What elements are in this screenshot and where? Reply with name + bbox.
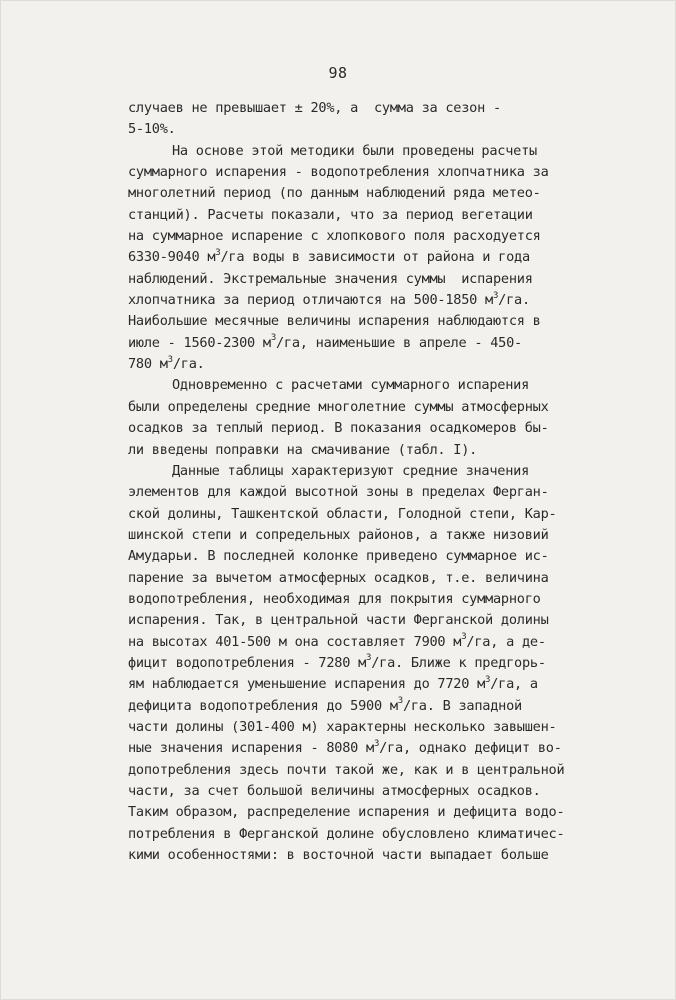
text-line: хлопчатника за период отличаются на 500-1850 $м^3/га$.	[128, 290, 530, 309]
text-line: допотребления здесь почти такой же, как и в центральной	[128, 761, 565, 778]
paragraph-first-line: Одновременно с расчетами суммарного испарения	[172, 377, 530, 394]
superscript-3: 3	[485, 674, 491, 685]
superscript-3: 3	[366, 653, 372, 664]
text-line: 780 $м^3/га$.	[128, 354, 205, 373]
body-text	[128, 98, 608, 866]
text-line: Наибольшие месячные величины испарения наблюдаются в	[128, 313, 541, 330]
text-line: 5-10%.	[128, 121, 176, 138]
text-line: на высотах 401-500 м она составляет 7900 $м^3/га$, а де-	[128, 632, 546, 650]
superscript-3: 3	[270, 333, 276, 344]
superscript-3: 3	[215, 247, 221, 258]
text-line: испарения. Так, в центральной части Ферганской долины	[128, 612, 549, 629]
text-line: части долины (301-400 м) характерны несколько завышен-	[128, 718, 557, 735]
text-line: фицит водопотребления - 7280 $м^3/га$. Ближе к предгорь-	[128, 653, 546, 671]
text-line: на суммарное испарение с хлопкового поля расходуется	[128, 228, 541, 245]
text-line: потребления в Ферганской долине обусловлено климатичес-	[128, 825, 565, 842]
text-line: водопотребления, необходимая для покрытия суммарного	[128, 590, 541, 607]
text-line: ные значения испарения - 8080 $м^3/га$, однако дефицит во-	[128, 738, 562, 757]
text-line: Таким образом, распределение испарения и дефицита водо-	[128, 804, 565, 821]
text-line: случаев не превышает ± 20%, а сумма за сезон -	[128, 100, 501, 116]
text-line: были определены средние многолетние суммы атмосферных	[128, 398, 549, 415]
text-line: Амударьи. В последней колонке приведено суммарное ис-	[128, 548, 549, 565]
superscript-3: 3	[167, 354, 173, 365]
text-line: парение за вычетом атмосферных осадков, т.е. величина	[128, 569, 549, 586]
page-number: 98	[328, 64, 348, 82]
text-line: дефицита водопотребления до 5900 $м^3/га$. В западной	[128, 696, 522, 714]
superscript-3: 3	[373, 738, 380, 749]
text-line: многолетний период (по данным наблюдений ряда метео-	[128, 185, 541, 202]
text-line: кими особенностями: в восточной части выпадает больше	[128, 847, 549, 864]
superscript-3: 3	[492, 290, 499, 301]
text-line: части, за счет большой величины атмосферных осадков.	[128, 783, 541, 799]
text-line: осадков за теплый период. В показания осадкомеров бы-	[128, 420, 549, 437]
text-line: станций). Расчеты показали, что за период вегетации	[128, 206, 533, 223]
superscript-3: 3	[461, 632, 467, 643]
text-line: ям наблюдается уменьшение испарения до 7720 $м^3/га$, а	[128, 674, 538, 693]
paragraph-first-line: На основе этой методики были проведены расчеты	[172, 142, 537, 159]
text-line: ли введены поправки на смачивание (табл. I).	[128, 441, 478, 458]
paragraph-first-line: Данные таблицы характеризуют средние значения	[172, 462, 530, 479]
text-line: ской долины, Ташкентской области, Голодной степи, Кар-	[128, 505, 557, 522]
text-line: элементов для каждой высотной зоны в пределах Ферган-	[128, 484, 549, 501]
text-line: суммарного испарения - водопотребления хлопчатника за	[128, 164, 549, 181]
superscript-3: 3	[397, 696, 403, 707]
text-line: шинской степи и сопредельных районов, а также низовий	[128, 526, 549, 543]
text-line: 6330-9040 $м^3/га$ воды в зависимости от района и года	[128, 247, 530, 266]
text-line: июле - 1560-2300 $м^3/га$, наименьшие в апреле - 450-	[128, 333, 522, 351]
text-line: наблюдений. Экстремальные значения суммы испарения	[128, 270, 533, 287]
